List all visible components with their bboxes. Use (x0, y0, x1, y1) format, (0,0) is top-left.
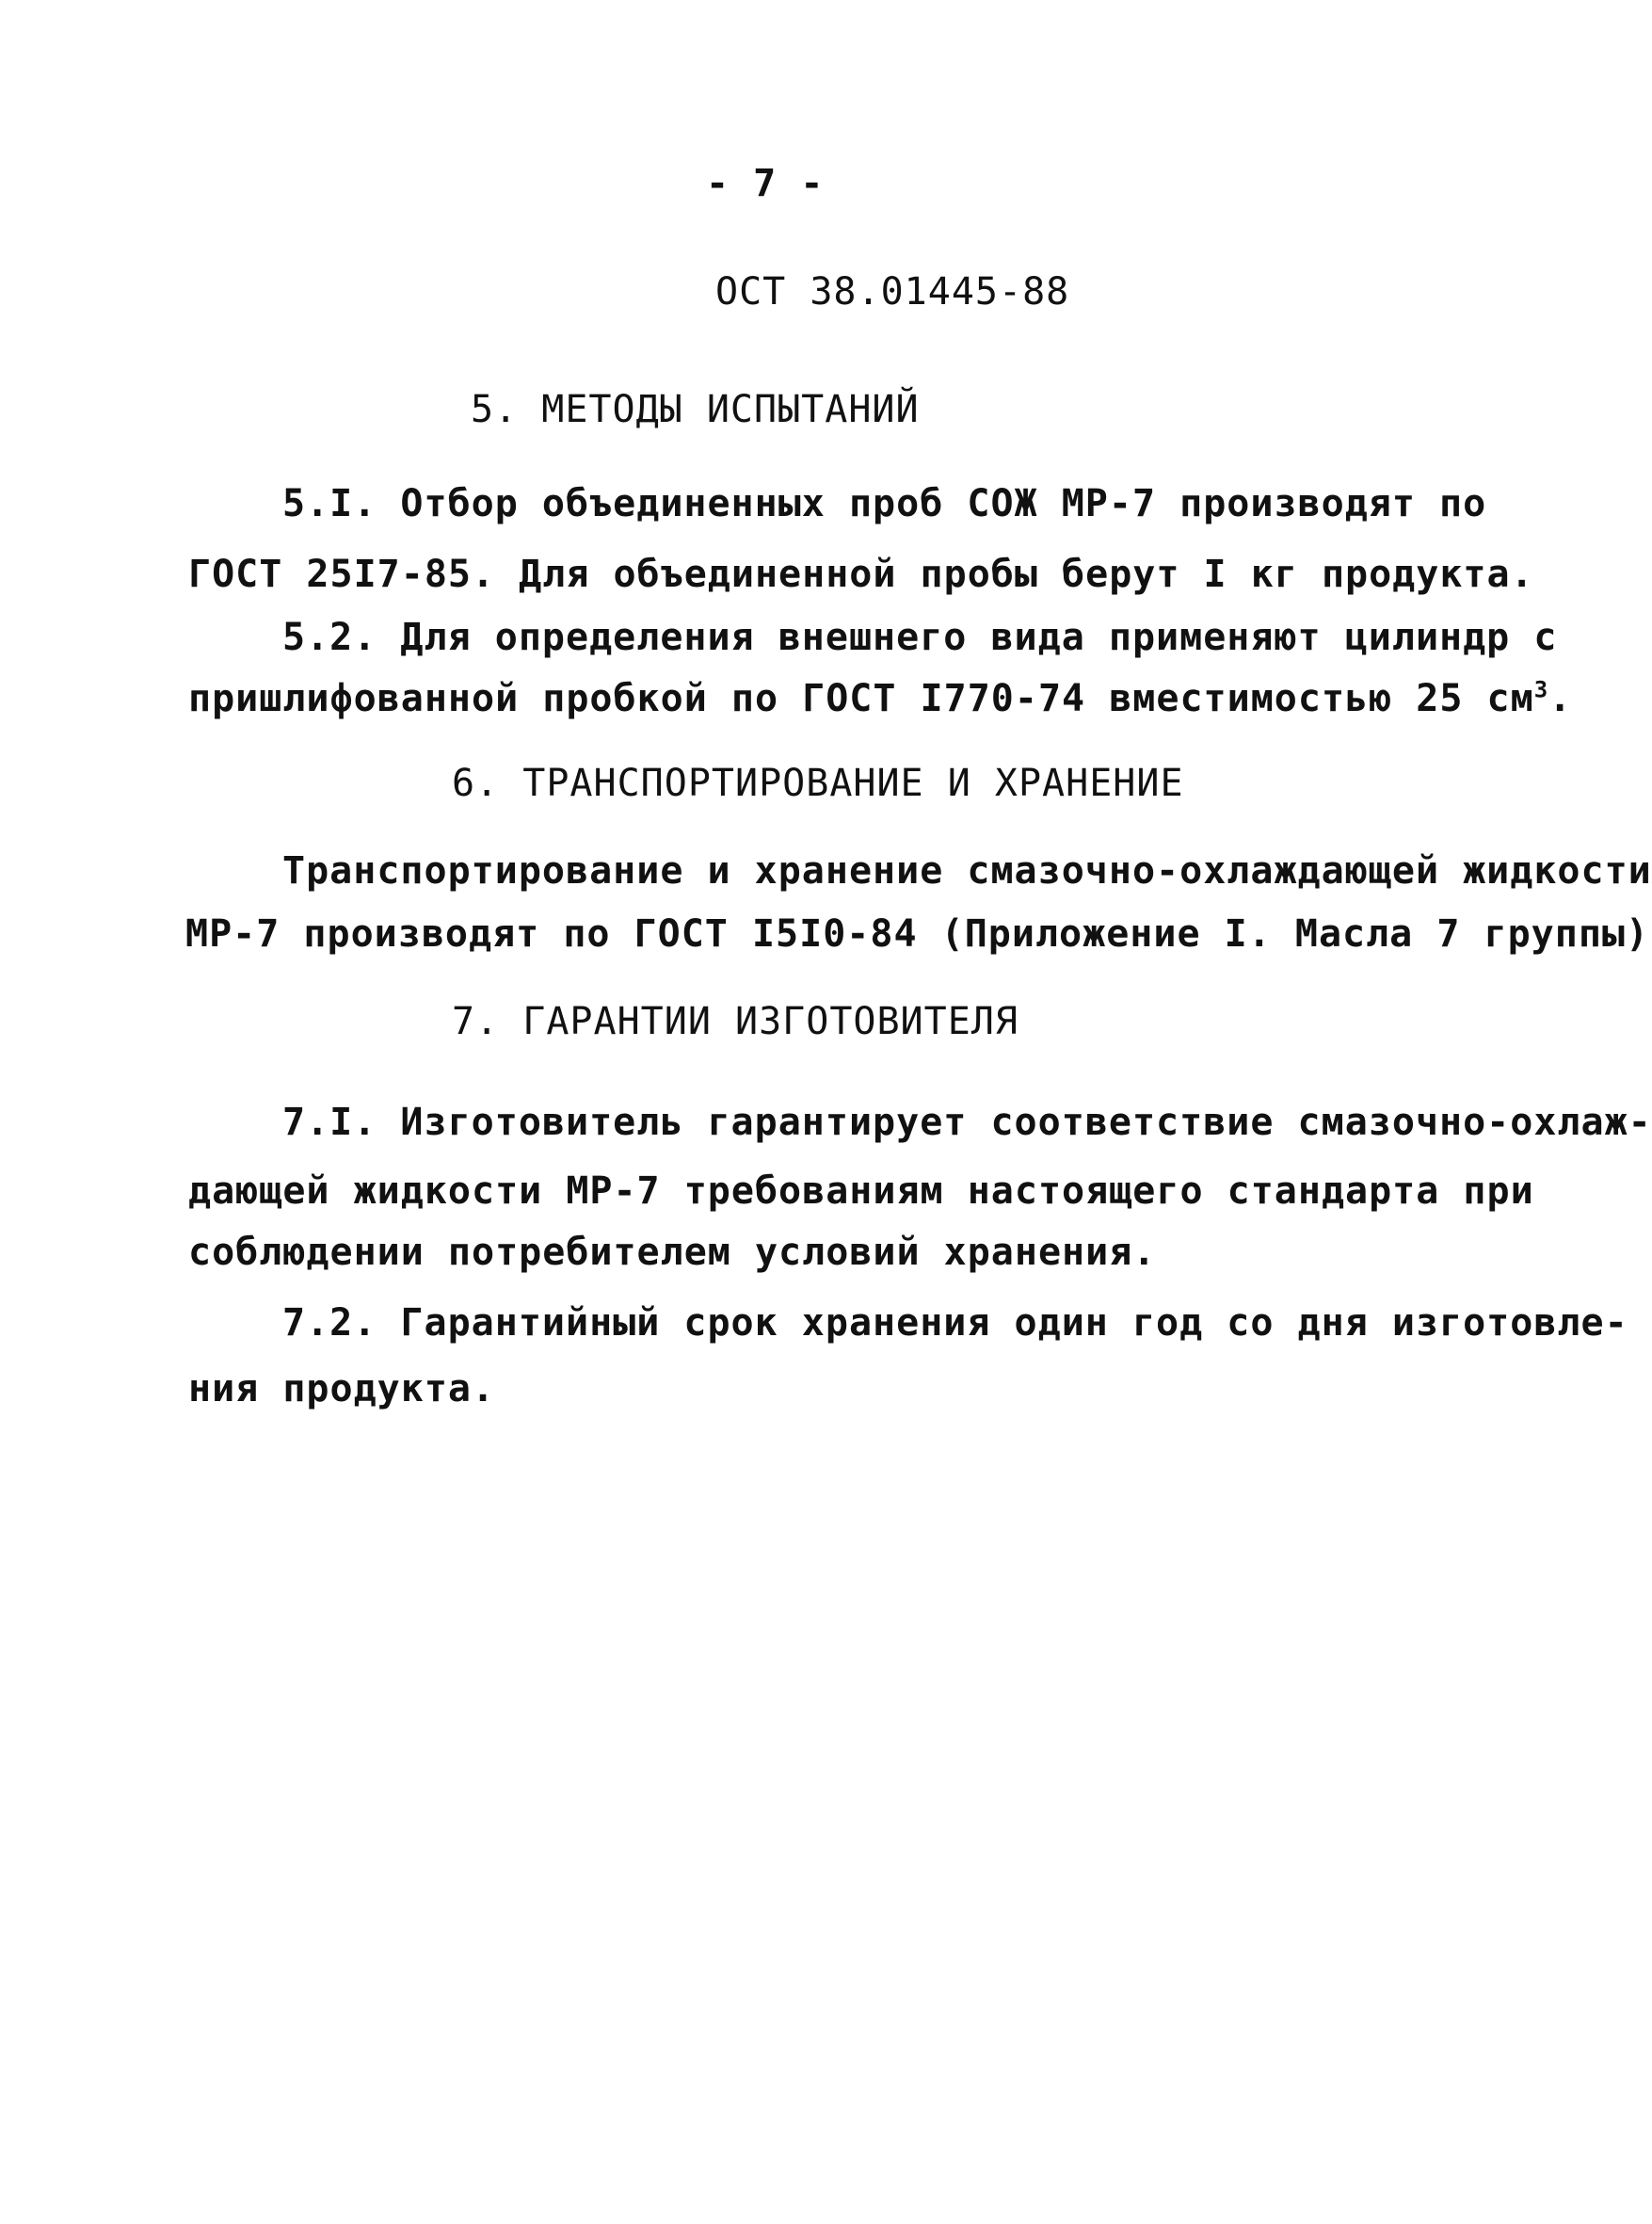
section-5-1-line-1: 5.I. Отбор объединенных проб СОЖ МР-7 производят по (282, 482, 1487, 525)
section-7-1-line-1: 7.I. Изготовитель гарантирует соответствие смазочно-охлаж- (282, 1101, 1652, 1144)
section-5-2-line-2-text: пришлифованной пробкой по ГОСТ I770-74 вместимостью 25 см (188, 677, 1534, 720)
section-5-1-line-2: ГОСТ 25I7-85. Для объединенной пробы берут I кг продукта. (188, 553, 1534, 596)
cubic-superscript: 3 (1533, 676, 1549, 703)
section-6-line-2: МР-7 производят по ГОСТ I5I0-84 (Приложение I. Масла 7 группы) (185, 912, 1650, 956)
section-7-2-line-2: ния продукта. (188, 1367, 496, 1410)
page-number: - 7 - (706, 162, 825, 205)
section-7-2-line-1: 7.2. Гарантийный срок хранения один год со дня изготовле- (282, 1301, 1628, 1345)
section-7-1-line-2: дающей жидкости МР-7 требованиям настоящего стандарта при (188, 1169, 1534, 1213)
section-7-title: 7. ГАРАНТИИ ИЗГОТОВИТЕЛЯ (452, 1000, 1018, 1043)
section-6-line-1: Транспортирование и хранение смазочно-охлаждающей жидкости (282, 849, 1652, 893)
section-5-2-line-2-end: . (1548, 677, 1573, 720)
section-5-title: 5. МЕТОДЫ ИСПЫТАНИЙ (471, 388, 920, 431)
section-5-2-line-1: 5.2. Для определения внешнего вида применяют цилиндр с (282, 616, 1558, 659)
section-5-2-line-2 (188, 676, 1573, 720)
section-7-1-line-3: соблюдении потребителем условий хранения. (188, 1231, 1157, 1274)
section-6-title: 6. ТРАНСПОРТИРОВАНИЕ И ХРАНЕНИЕ (452, 762, 1184, 805)
document-code: ОСТ 38.01445-88 (715, 270, 1070, 314)
